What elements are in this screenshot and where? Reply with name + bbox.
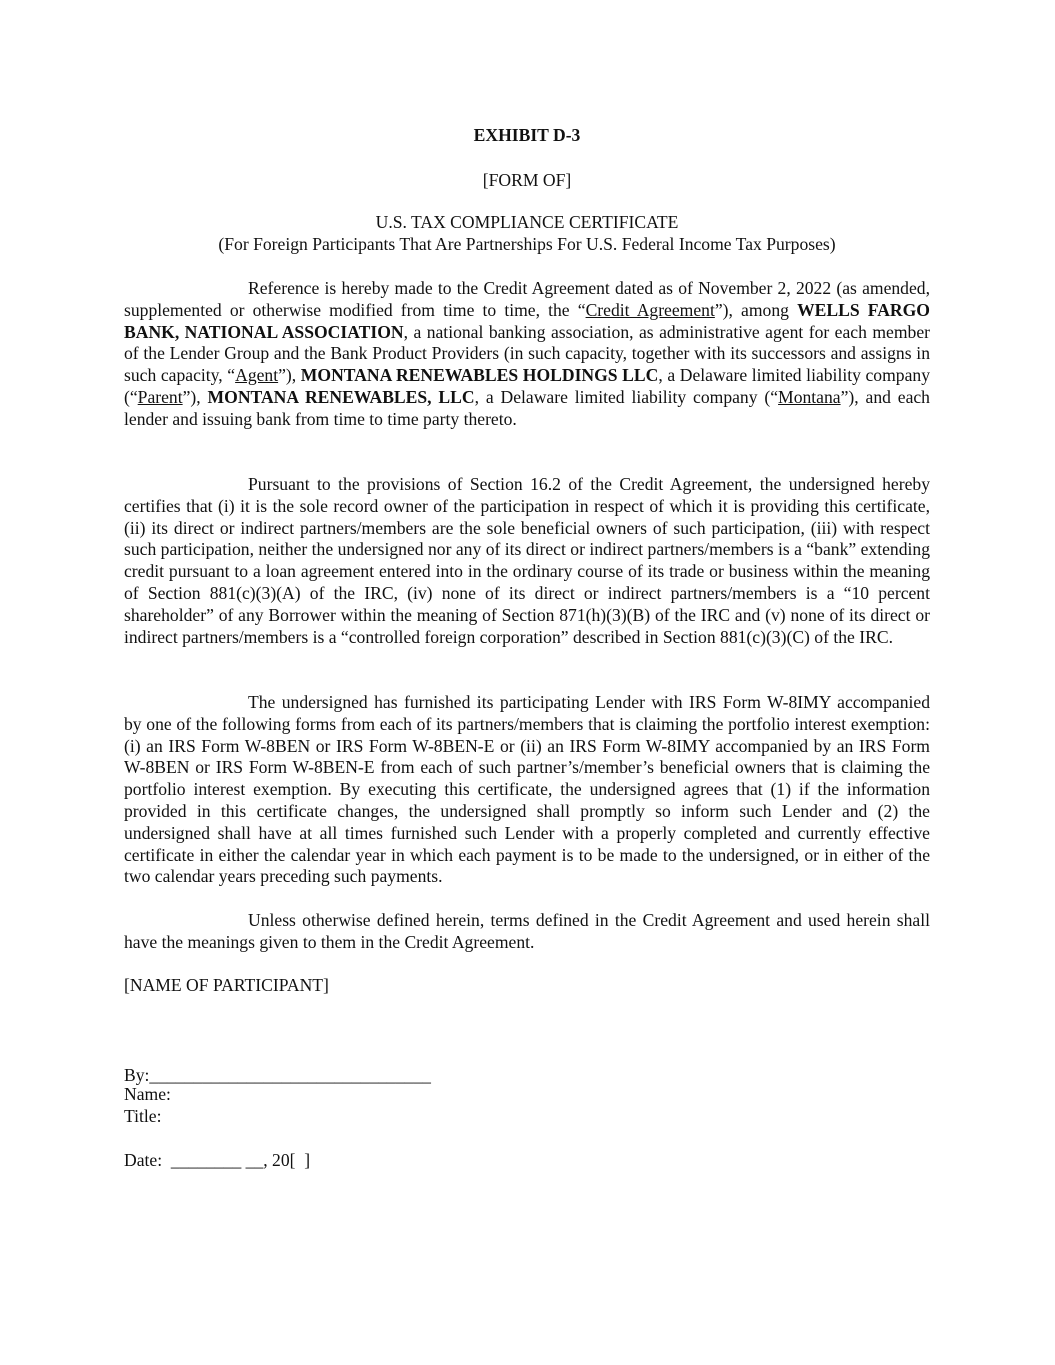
text: , a Delaware limited liability company (“	[474, 386, 779, 407]
exhibit-heading: EXHIBIT D-3	[473, 125, 581, 145]
defined-term-montana: Montana	[778, 386, 841, 407]
text: Reference is hereby made to the Credit Agreement dated as of November 2, 2022 (as amended, supplemented or otherwise modified from time to time, the “	[124, 278, 930, 320]
defined-term-parent: Parent	[137, 386, 183, 407]
certification-paragraph: Pursuant to the provisions of Section 16.2 of the Credit Agreement, the undersigned hereby certifies that (i) it is the sole record owner of the participation in respect of which it is providing this certificate, (ii) its direct or indirect partners/members are the sole beneficial owners of such participation, (iii) with respect such participation, neither the undersigned nor any of its direct or indirect partners/members is a “bank” extending credit pursuant to a loan agreement entered into in the ordinary course of its trade or business within the meaning of Section 881(c)(3)(A) of the IRC, (iv) none of its direct or indirect partners/members is a “10 percent shareholder” of any Borrower within the meaning of Section 871(h)(3)(B) of the IRC and (v) none of its direct or indirect partners/members is a “controlled foreign corporation” described in Section 881(c)(3)(C) of the IRC.	[124, 474, 930, 647]
party-name-holdings: MONTANA RENEWABLES HOLDINGS LLC	[300, 365, 659, 386]
signature-title-label: Title:	[124, 1106, 162, 1126]
signature-date-line: Date: ________ __, 20[ ]	[124, 1150, 311, 1170]
text: ”),	[278, 365, 301, 386]
signature-by-line: By:________________________________	[124, 1065, 431, 1085]
forms-paragraph: The undersigned has furnished its participating Lender with IRS Form W-8IMY accompanied by one of the following forms from each of its partners/members that is claiming the portfolio interest exemption: (i) an IRS Form W-8BEN or IRS Form W-8BEN-E or (ii) an IRS Form W-8IMY accompanied by an IRS Form W-8BEN or IRS Form W-8BEN-E from each of such partner’s/member’s beneficial owners that is claiming the portfolio interest exemption. By executing this certificate, the undersigned agrees that (1) if the information provided in this certificate changes, the undersigned shall promptly so inform such Lender and (2) the undersigned shall have at all times furnished such Lender with a properly completed and currently effective certificate in either the calendar year in which each payment is to be made to the undersigned, or in either of the two calendar years preceding such payments.	[124, 692, 930, 887]
text: ”), and each lender and issuing bank from time to time party thereto.	[124, 386, 930, 429]
text: , a Delaware limited liability company (“	[124, 365, 930, 407]
defined-term-agent: Agent	[235, 365, 279, 386]
text: ”),	[182, 386, 208, 407]
defined-term-credit-agreement: Credit Agreement	[585, 299, 715, 320]
document-subtitle: (For Foreign Participants That Are Partnerships For U.S. Federal Income Tax Purposes)	[218, 234, 836, 254]
definitions-paragraph: Unless otherwise defined herein, terms defined in the Credit Agreement and used herein shall have the meanings given to them in the Credit Agreement.	[124, 910, 930, 952]
participant-name-placeholder: [NAME OF PARTICIPANT]	[124, 975, 329, 995]
reference-paragraph	[124, 278, 930, 431]
party-name-montana: MONTANA RENEWABLES, LLC	[207, 386, 475, 407]
text: ”), among	[714, 299, 798, 320]
text: , a national banking association, as administrative agent for each member of the Lender Group and the Bank Product Providers (in such capacity, together with its successors and assigns in such capacity, “	[124, 321, 930, 386]
form-of-label: [FORM OF]	[482, 170, 572, 190]
party-name-wells-fargo: WELLS FARGO BANK, NATIONAL ASSOCIATION	[124, 299, 930, 342]
document-title: U.S. TAX COMPLIANCE CERTIFICATE	[375, 212, 679, 232]
signature-name-label: Name:	[124, 1084, 171, 1104]
